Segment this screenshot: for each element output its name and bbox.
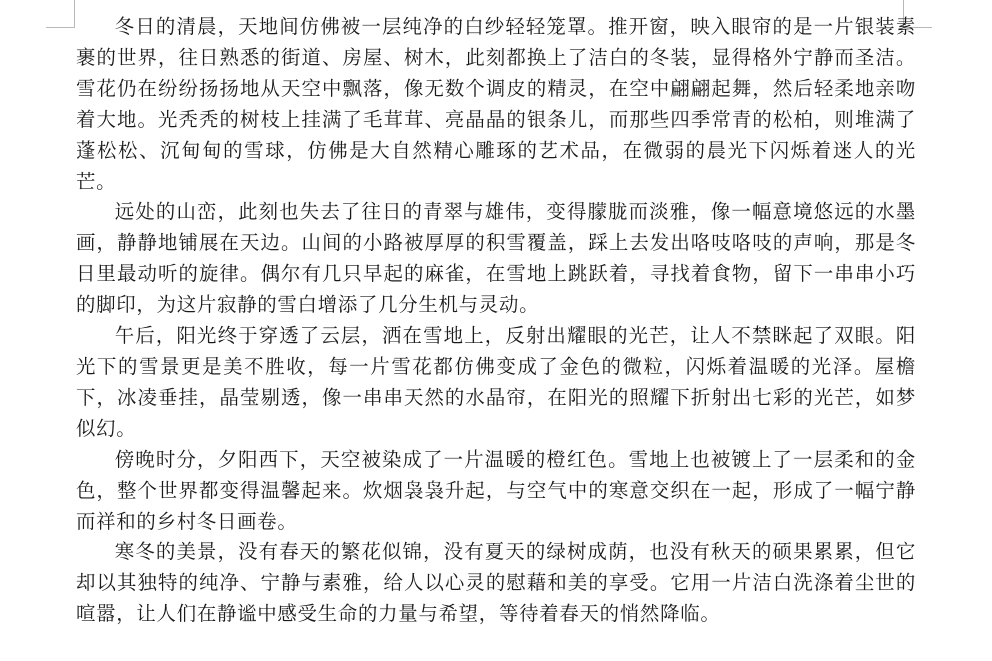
crop-mark-top-left-horizontal [46,27,75,28]
crop-mark-top-left-vertical [74,0,75,28]
document-body [76,12,916,630]
paragraph-morning-snow: 冬日的清晨，天地间仿佛被一层纯净的白纱轻轻笼罩。推开窗，映入眼帘的是一片银装素裹的世界，往日熟悉的街道、房屋、树木，此刻都换上了洁白的冬装，显得格外宁静而圣洁。雪花仍在纷纷扬扬地从天空中飘落，像无数个调皮的精灵，在空中翩翩起舞，然后轻柔地亲吻着大地。光秃秃的树枝上挂满了毛茸茸、亮晶晶的银条儿，而那些四季常青的松柏，则堆满了蓬松松、沉甸甸的雪球，仿佛是大自然精心雕琢的艺术品，在微弱的晨光下闪烁着迷人的光芒。 [76,15,916,193]
paragraph-afternoon-sun: 午后，阳光终于穿透了云层，洒在雪地上，反射出耀眼的光芒，让人不禁眯起了双眼。阳光下的雪景更是美不胜收，每一片雪花都仿佛变成了金色的微粒，闪烁着温暖的光泽。屋檐下，冰凌垂挂，晶莹剔透，像一串串天然的水晶帘，在阳光的照耀下折射出七彩的光芒，如梦似幻。 [76,324,916,440]
paragraph-winter-beauty: 寒冬的美景，没有春天的繁花似锦，没有夏天的绿树成荫，也没有秋天的硕果累累，但它却以其独特的纯净、宁静与素雅，给人以心灵的慰藉和美的享受。它用一片洁白洗涤着尘世的喧嚣，让人们在静谧中感受生命的力量与希望，等待着春天的悄然降临。 [76,540,916,626]
paragraph-dusk: 傍晚时分，夕阳西下，天空被染成了一片温暖的橙红色。雪地上也被镀上了一层柔和的金色，整个世界都变得温馨起来。炊烟袅袅升起，与空气中的寒意交织在一起，形成了一幅宁静而祥和的乡村冬日画卷。 [76,447,916,533]
paragraph-distant-mountains: 远处的山峦，此刻也失去了往日的青翠与雄伟，变得朦胧而淡雅，像一幅意境悠远的水墨画，静静地铺展在天边。山间的小路被厚厚的积雪覆盖，踩上去发出咯吱咯吱的声响，那是冬日里最动听的旋律。偶尔有几只早起的麻雀，在雪地上跳跃着，寻找着食物，留下一串串小巧的脚印，为这片寂静的雪白增添了几分生机与灵动。 [76,200,916,317]
